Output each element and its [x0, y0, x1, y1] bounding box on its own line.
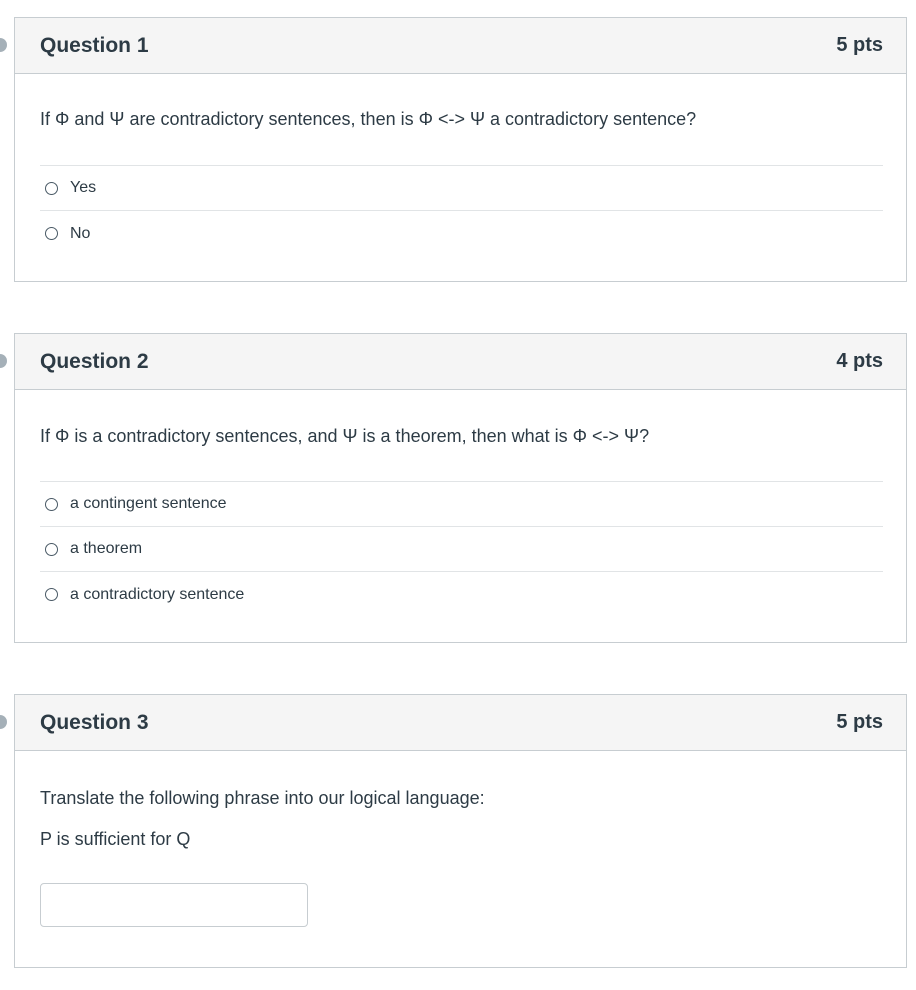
answer-list	[40, 165, 883, 256]
question-marker-icon	[0, 38, 7, 52]
answer-list	[40, 481, 883, 617]
answer-label: a contingent sentence	[70, 495, 227, 512]
answer-text-input[interactable]	[40, 883, 308, 927]
question-body	[15, 74, 906, 256]
radio-button[interactable]	[45, 182, 58, 195]
answer-option-contradictory[interactable]	[40, 572, 883, 617]
question-body	[15, 390, 906, 617]
question-1	[14, 17, 907, 282]
radio-button[interactable]	[45, 543, 58, 556]
question-points: 4 pts	[836, 350, 883, 372]
answer-label: Yes	[70, 179, 97, 196]
question-text: If Φ and Ψ are contradictory sentences, then is Φ <-> Ψ a contradictory sentence?	[40, 109, 697, 129]
question-title: Question 1	[40, 33, 149, 57]
answer-option-yes[interactable]	[40, 166, 883, 211]
radio-button[interactable]	[45, 498, 58, 511]
question-phrase: P is sufficient for Q	[40, 829, 191, 849]
question-marker-icon	[0, 354, 7, 368]
question-marker-icon	[0, 715, 7, 729]
answer-label: a theorem	[70, 540, 143, 557]
answer-label: No	[70, 224, 91, 242]
question-text: Translate the following phrase into our logical language:	[40, 788, 485, 808]
question-header	[15, 695, 906, 751]
question-title: Question 2	[40, 349, 149, 373]
question-text: If Φ is a contradictory sentences, and Ψ is a theorem, then what is Φ <-> Ψ?	[40, 426, 650, 446]
radio-button[interactable]	[45, 227, 58, 240]
answer-input-wrapper	[40, 850, 883, 927]
question-2	[14, 333, 907, 643]
question-points: 5 pts	[836, 34, 883, 56]
question-3	[14, 694, 907, 968]
answer-option-no[interactable]	[40, 211, 883, 256]
question-header	[15, 334, 906, 390]
question-body	[15, 751, 906, 927]
answer-option-contingent[interactable]	[40, 482, 883, 527]
question-header	[15, 18, 906, 74]
answer-label: a contradictory sentence	[70, 585, 245, 603]
radio-button[interactable]	[45, 588, 58, 601]
answer-option-theorem[interactable]	[40, 527, 883, 572]
question-title: Question 3	[40, 710, 149, 734]
question-points: 5 pts	[836, 711, 883, 733]
